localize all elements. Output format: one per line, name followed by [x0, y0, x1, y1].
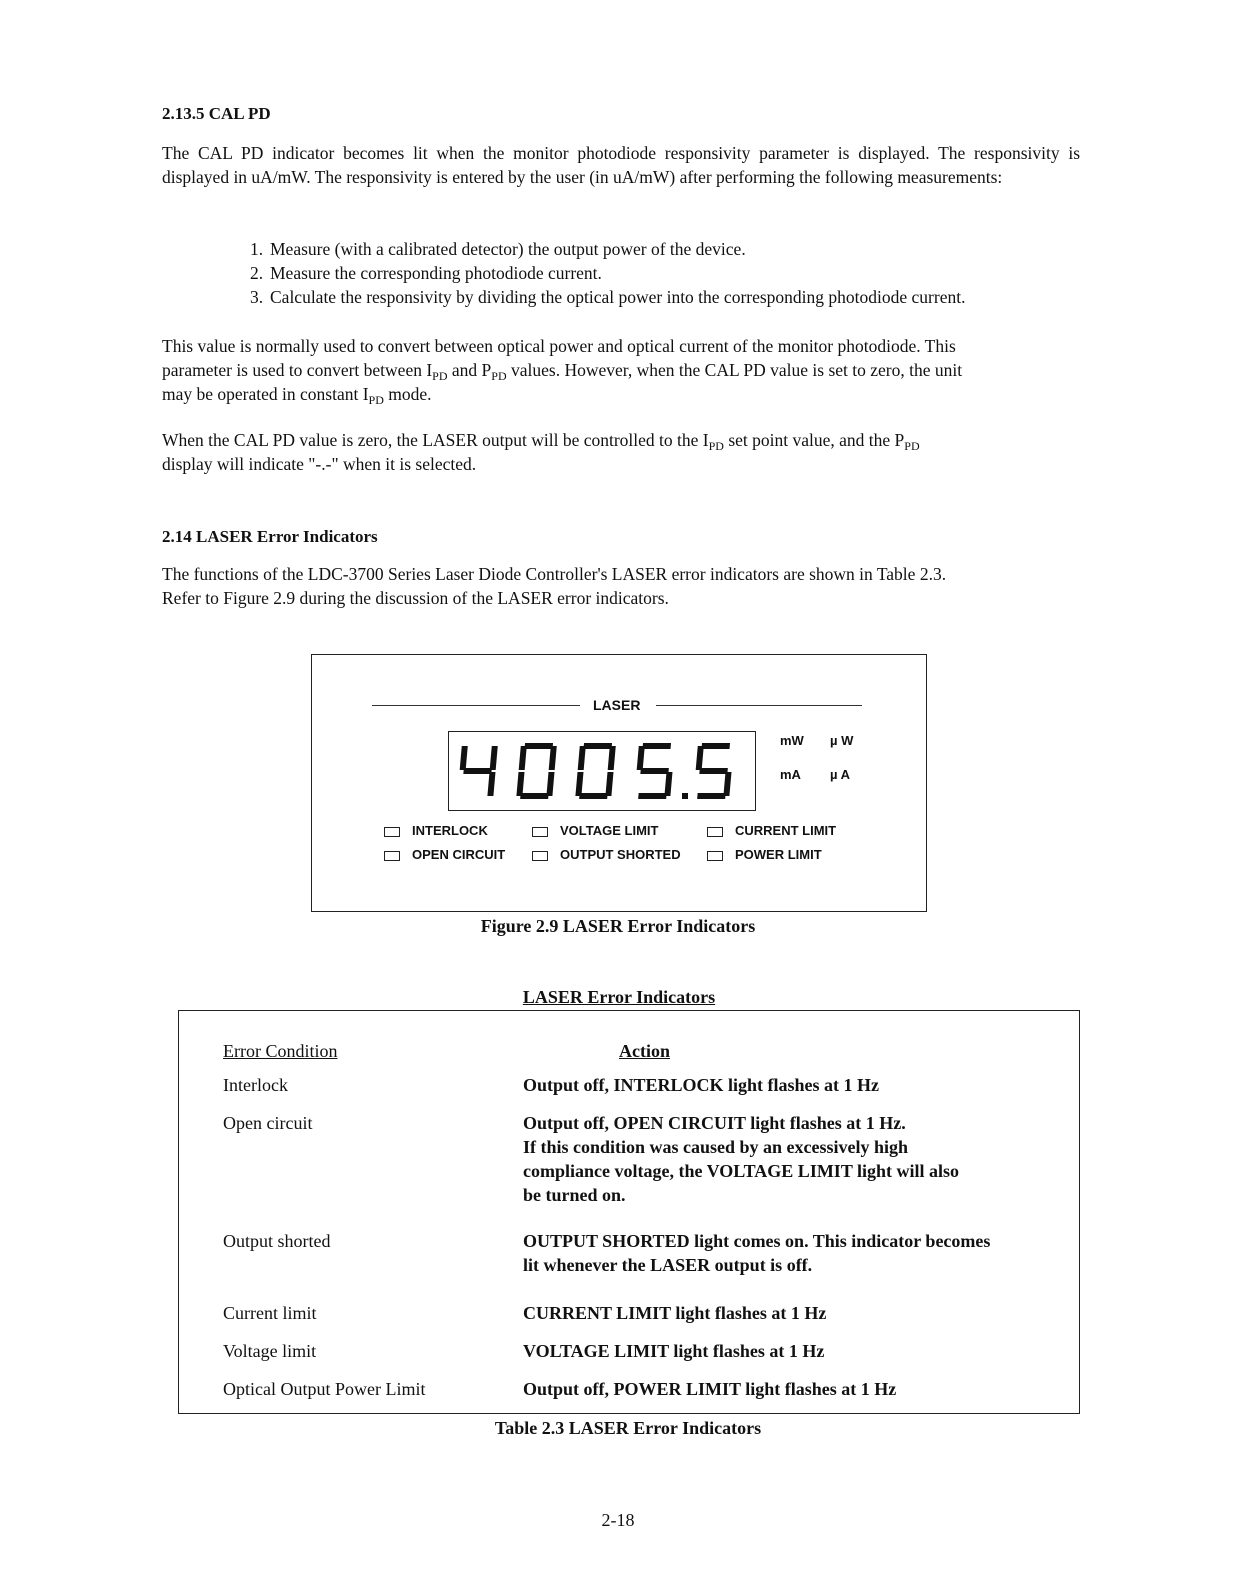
- digit-segment: [638, 793, 667, 799]
- digit-segment: [637, 746, 645, 770]
- digit-segment: [487, 772, 495, 796]
- digit-segment: [584, 743, 613, 749]
- header-action: Action: [619, 1041, 670, 1061]
- indicator-open-circuit: OPEN CIRCUIT: [384, 847, 505, 862]
- digit-segment: [664, 772, 672, 796]
- indicator-lamp: [384, 851, 400, 861]
- indicator-lamp: [707, 851, 723, 861]
- indicator-voltage-limit: VOLTAGE LIMIT: [532, 823, 658, 838]
- digit-segment: [579, 793, 608, 799]
- table-title: LASER Error Indicators: [522, 987, 716, 1007]
- section-heading-laser-error: 2.14 LASER Error Indicators: [162, 527, 378, 546]
- digit-segment: [696, 746, 704, 770]
- figure-caption: Figure 2.9 LASER Error Indicators: [480, 916, 756, 936]
- error-indicators-table: Error Condition Action Interlock Output off, INTERLOCK light flashes at 1 Hz Open circuit Output off, OPEN CIRCUIT light flashes at 1 Hz. If this condition was caused by an excessively high compliance voltage, the VOLTAGE LIMIT light will also be turned on. Output shorted OUTPUT SHORTED light comes on. This indicator becomes lit whenever the LASER output is off. Current limit CURRENT LIMIT light flashes at 1 Hz Voltage limit VOLTAGE LIMIT light flashes at 1 Hz Optical Output Power Limit Output off, POWER LIMIT light flashes at 1 Hz: [178, 1010, 1080, 1414]
- indicator-lamp: [384, 827, 400, 837]
- indicator-output-shorted: OUTPUT SHORTED: [532, 847, 681, 862]
- digit-segment: [697, 793, 726, 799]
- zero-cal-paragraph: When the CAL PD value is zero, the LASER output will be controlled to the $I_{PD}$ set point value, and the $P_{PD}$ display will indicate "-.-" when it is selected.: [162, 430, 920, 474]
- digit-segment: [525, 743, 554, 749]
- digit-segment: [463, 768, 492, 774]
- seven-segment-display: [448, 731, 756, 811]
- digit-segment: [723, 772, 731, 796]
- digit-segment: [519, 746, 527, 770]
- digit-segment: [699, 768, 728, 774]
- conversion-paragraph: This value is normally used to convert between optical power and optical current of the monitor photodiode. This parameter is used to convert between $I_{PD}$ and $P_{PD}$ values. However, when the CAL PD value is set to zero, the unit may be operated in constant $I_{PD}$ mode.: [162, 336, 963, 407]
- digit-segment: [549, 746, 557, 770]
- page-number: 2-18: [601, 1510, 635, 1530]
- indicator-current-limit: CURRENT LIMIT: [707, 823, 836, 838]
- measurement-steps-list: [250, 237, 1080, 309]
- unit-mw: mW: [780, 733, 804, 748]
- indicator-lamp: [532, 827, 548, 837]
- unit-uw: µ W: [830, 733, 854, 748]
- table-caption: Table 2.3 LASER Error Indicators: [494, 1418, 762, 1438]
- display-digits: [449, 732, 755, 810]
- unit-ma: mA: [780, 767, 801, 782]
- indicator-power-limit: POWER LIMIT: [707, 847, 822, 862]
- laser-error-paragraph: The functions of the LDC-3700 Series Laser Diode Controller's LASER error indicators are shown in Table 2.3. Refer to Figure 2.9 during the discussion of the LASER error indicators.: [162, 564, 947, 608]
- digit-segment: [490, 746, 498, 770]
- digit-segment: [640, 768, 669, 774]
- digit-segment: [578, 746, 586, 770]
- divider: [656, 705, 862, 706]
- list-item: 3. Calculate the responsivity by dividing the optical power into the corresponding photodiode current.: [250, 287, 966, 307]
- indicator-lamp: [707, 827, 723, 837]
- digit-segment: [608, 746, 616, 770]
- digit-segment: [520, 793, 549, 799]
- digit-segment: [643, 743, 672, 749]
- digit-segment: [546, 772, 554, 796]
- section-heading-cal-pd: 2.13.5 CAL PD: [162, 104, 271, 123]
- list-item: 2. Measure the corresponding photodiode current.: [250, 263, 602, 283]
- digit-segment: [605, 772, 613, 796]
- decimal-point: [682, 793, 688, 799]
- figure-laser-panel: [311, 654, 927, 912]
- digit-segment: [575, 772, 583, 796]
- digit-segment: [516, 772, 524, 796]
- header-condition: Error Condition: [223, 1041, 338, 1061]
- digit-segment: [702, 743, 731, 749]
- list-item: 1. Measure (with a calibrated detector) the output power of the device.: [250, 239, 746, 259]
- indicator-lamp: [532, 851, 548, 861]
- divider: [372, 705, 580, 706]
- digit-segment: [460, 746, 468, 770]
- unit-ua: µ A: [830, 767, 851, 782]
- panel-title: LASER: [593, 697, 641, 713]
- cal-pd-paragraph: The CAL PD indicator becomes lit when the monitor photodiode responsivity parameter is displayed. The responsivity is displayed in uA/mW. The responsivity is entered by the user (in uA/mW) after performing the following measurements:: [162, 143, 1080, 187]
- indicator-interlock: INTERLOCK: [384, 823, 488, 838]
